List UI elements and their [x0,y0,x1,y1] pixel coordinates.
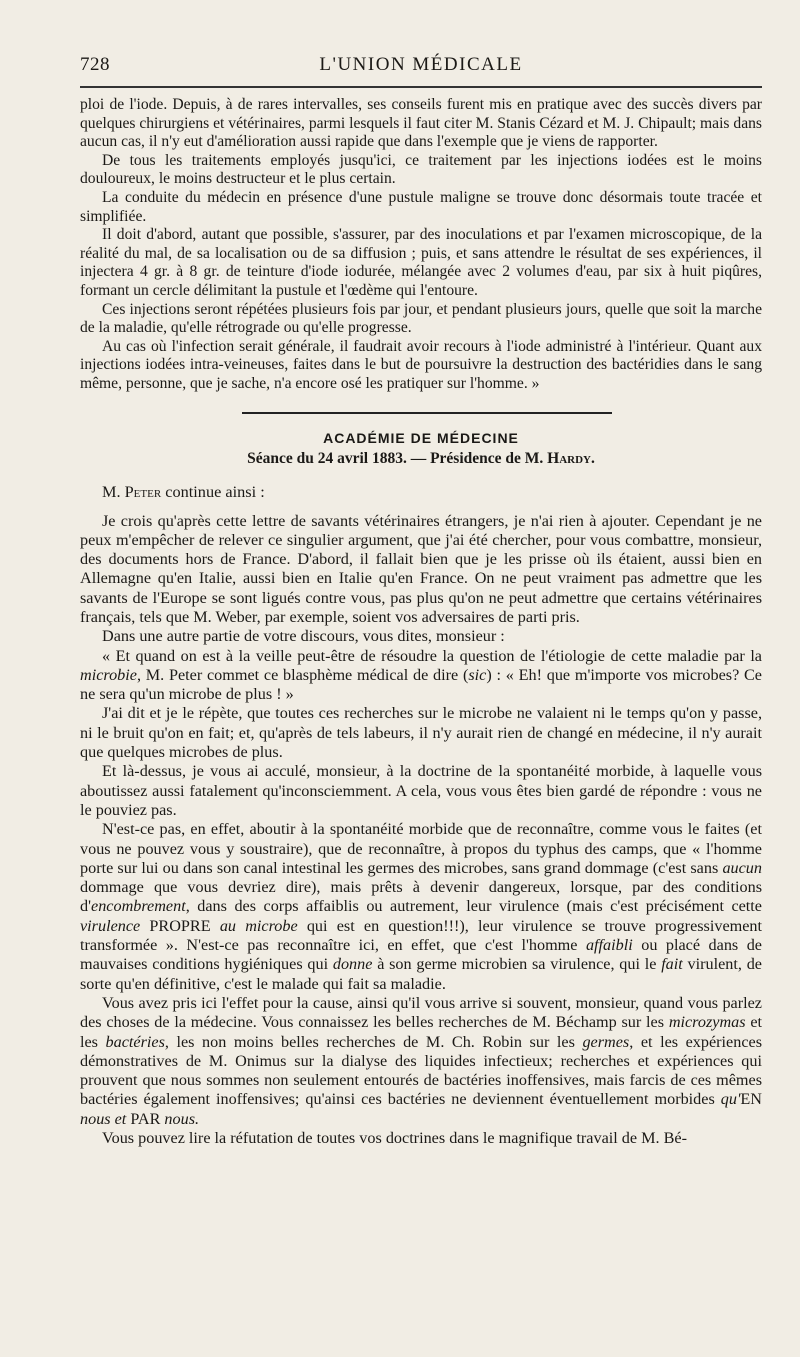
paragraph: Je crois qu'après cette lettre de savants vétérinaires étrangers, je n'ai rien à ajouter. Cependant je ne peux m'empêcher de relever ce singulier argument, que j'ai été chercher, pour vous combattre, monsieur, des documents hors de France. D'abord, il fallait bien que je les prisse où ils étaient, aussi bien en Allemagne qu'en Italie, aussi bien en Italie qu'en France. On ne peut vraiment pas admettre que les savants de l'Europe se sont ligués contre vous, pas plus qu'on ne peut admettre que certains vétérinaires français, tels que M. Weber, par exemple, soient vos adversaires de parti pris. [80,511,762,626]
article-continuation [80,96,762,394]
paragraph: Et là-dessus, je vous ai acculé, monsieur, à la doctrine de la spontanéité morbide, à laquelle vous aboutissez aussi fatalement qu'inconsciemment. A cela, vous vous êtes bien gardé de répondre : vous ne le pouviez pas. [80,762,762,819]
speaker-name: Peter [124,481,162,501]
section-divider [242,412,612,414]
italic-run: germes [582,1032,630,1051]
text-run: qui est en question!!!), leur virulence se trouve progressivement transformée ». N'est-ce pas reconnaître ici, en effet, que c'est l'homme [80,916,762,955]
italic-run: au microbe [219,916,298,935]
italic-run: encombrement [91,897,186,916]
italic-run: microbie [80,665,137,684]
section-title: ACADÉMIE DE MÉDECINE [323,429,519,446]
page-number: 728 [80,54,110,75]
text-run: , dans des corps affaiblis ou autrement, leur virulence (mais c'est précisément cette [185,897,762,916]
text-run: et les [80,1013,763,1051]
text-run: ) : « Eh! que m'importe vos microbes? Ce ne sera qu'un microbe de plus ! » [80,665,762,704]
italic-run: nous. [160,1109,200,1128]
text-run: , les non moins belles recherches de M. Ch. Robin sur les [164,1032,583,1051]
speech-text [80,512,762,1149]
speaker-suffix: continue ainsi : [161,481,265,501]
italic-run: aucun [722,858,762,877]
paragraph [80,820,762,994]
italic-run: fait [661,955,683,974]
page-header [80,50,762,78]
session-line [80,450,762,468]
paragraph: Au cas où l'infection serait générale, il faudrait avoir recours à l'iode administré à l'intérieur. Quant aux injections iodées intra-veineuses, faites dans le but de poursuivre la destruction des bactéridies dans le sang même, personne, que je sache, n'a encore osé les pratiquer sur l'homme. » [80,337,762,392]
smallcaps-run: PAR [130,1109,161,1128]
speaker-line [102,482,762,502]
session-suffix: . [591,449,595,467]
paragraph [80,994,762,1129]
text-run: virulent, de sorte qu'en définitive, c'est le malade qui fait sa maladie. [80,955,762,993]
paragraph: Vous pouvez lire la réfutation de toutes vos doctrines dans le magnifique travail de M. Bé- [102,1129,687,1147]
italic-run: sic [468,665,487,684]
text-run: à son germe microbien sa virulence, qui le [372,955,662,974]
paragraph: La conduite du médecin en présence d'une pustule maligne se trouve donc désormais toute tracée et simplifiée. [80,188,762,225]
text-run: Vous avez pris ici l'effet pour la cause, ainsi qu'il vous arrive si souvent, monsieur, quand vous parlez des choses de la médecine. Vous connaissez les belles recherches de M. Béchamp sur les [80,993,762,1032]
text-run: ou placé dans de mauvaises conditions hygiéniques qui [80,936,762,974]
italic-run: affaibli [585,936,633,955]
session-prefix: Séance du 24 avril 1883. — Présidence de M. [247,449,548,467]
italic-run: bactéries [105,1032,165,1051]
italic-run: qu' [720,1090,741,1109]
paragraph [80,647,762,705]
paragraph: Dans une autre partie de votre discours, vous dites, monsieur : [102,627,505,646]
italic-run: virulence [80,916,141,935]
text-run: « Et quand on est à la veille peut-être de résoudre la question de l'étiologie de cette maladie par la [102,646,762,665]
smallcaps-run: PROPRE [140,916,220,935]
paragraph: De tous les traitements employés jusqu'ici, ce traitement par les injections iodées est le moins douloureux, le moins destructeur et le plus certain. [80,151,762,188]
text-run: N'est-ce pas, en effet, aboutir à la spontanéité morbide que de reconnaître, comme vous le faites (et vous ne pouvez vous y soustraire), que de reconnaître, à propos du typhus des camps, que « l'homme porte sur lui ou dans son canal intestinal les germes des microbes, sans grand dommage (c'est sans [80,820,762,877]
paragraph: Il doit d'abord, autant que possible, s'assurer, par des inoculations et par l'examen microscopique, de la réalité du mal, de sa localisation ou de sa diffusion ; puis, et sans attendre le résultat de ses expériences, il injectera 4 gr. à 8 gr. de teinture d'iode iodurée, mélangée avec 2 volumes d'eau, par six à huit piqûres, formant un cercle délimitant la pustule et l'œdème qui l'entoure. [80,226,762,299]
speaker-prefix: M. [102,481,125,501]
italic-run: microzymas [668,1013,746,1032]
president-name: Hardy [547,449,592,467]
italic-run: nous et [80,1109,131,1128]
text-run: , M. Peter commet ce blasphème médical de dire ( [136,665,469,684]
paragraph: ploi de l'iode. Depuis, à de rares intervalles, ses conseils furent mis en pratique avec des succès divers par quelques chirurgiens et vétérinaires, parmi lesquels il faut citer M. Stanis Cézard et M. J. Chipault; mais dans aucun cas, il n'y eut d'amélioration aussi rapide que dans l'exemple que je viens de rapporter. [80,96,762,151]
journal-title: L'UNION MÉDICALE [319,54,523,75]
header-rule [80,86,762,88]
smallcaps-run: EN [740,1090,762,1109]
text-run: , et les expériences démonstratives de M. Onimus sur la dialyse des liquides infectieux; recherches et expériences qui prouvent que nous sommes non seulement entourés de bactéries inoffensives, mais farcis de ces mêmes bactéries également inoffensives; qu'ainsi ces bactéries ne deviennent éventuellement morbides [80,1032,763,1109]
italic-run: donne [332,955,373,974]
paragraph: Ces injections seront répétées plusieurs fois par jour, et pendant plusieurs jours, quelle que soit la marche de la maladie, qu'elle rétrograde ou qu'elle progresse. [80,300,762,337]
text-run: dommage que vous devriez dire), mais prêts à devenir dangereux, lorsque, par des conditions d' [80,878,762,916]
paragraph: J'ai dit et je le répète, que toutes ces recherches sur le microbe ne valaient ni le temps qu'on y passe, ni le bruit qu'on en fait; et, qu'après de tels labeurs, il n'y aurait rien de changé en médecine, il n'y aurait que quelques microbes de plus. [80,704,762,762]
